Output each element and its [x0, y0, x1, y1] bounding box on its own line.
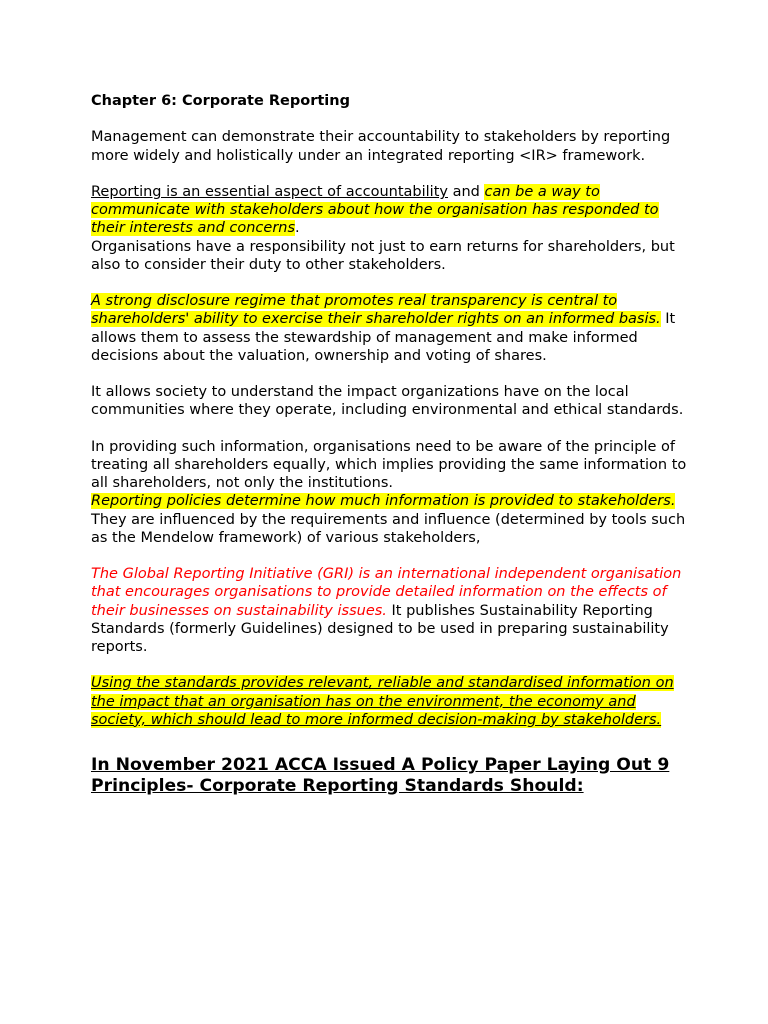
paragraph-ir-framework: Management can demonstrate their accountability to stakeholders by reporting more widely and holistically under an integrated reporting <IR> framework.	[91, 129, 671, 164]
underlined-text: Reporting is an essential aspect of accountability	[91, 183, 448, 200]
highlighted-text: A strong disclosure regime that promotes real transparency is central to shareholders' ability to exercise their shareholder rights on an informed basis.	[91, 293, 661, 328]
highlighted-text: Reporting policies determine how much information is provided to stakeholders.	[91, 493, 676, 510]
period-text: .	[295, 220, 300, 237]
highlighted-underlined-text: Using the standards provides relevant, reliable and standardised information on the impact that an organisation has on the environment, the economy and society, which should lead to more informed decision-making by stakeholders.	[91, 675, 674, 728]
connector-text: and	[447, 183, 485, 200]
red-italic-text: The Global Reporting Initiative (GRI) is an international independent organisation that encourages organisations to provide detailed information on the effects of their businesses on sustainability issues.	[91, 566, 682, 619]
paragraph-accountability	[91, 183, 691, 238]
paragraph-standards	[91, 674, 691, 729]
paragraph-responsibility: Organisations have a responsibility not just to earn returns for shareholders, but also to consider their duty to other stakeholders.	[91, 238, 675, 273]
paragraph-society: It allows society to understand the impact organizations have on the local communities where they operate, including environmental and ethical standards.	[91, 384, 684, 419]
body-text: They are influenced by the requirements and influence (determined by tools such as the Mendelow framework) of various stakeholders,	[91, 511, 686, 546]
body-text: It allows them to assess the stewardship of management and make informed decisions about the valuation, ownership and voting of shares.	[91, 311, 676, 364]
paragraph-equal-treatment: In providing such information, organisations need to be aware of the principle of treating all shareholders equally, which implies providing the same information to all shareholders, not only the institutions.	[91, 438, 687, 492]
chapter-title: Chapter 6: Corporate Reporting	[91, 93, 350, 109]
body-text: It publishes Sustainability Reporting Standards (formerly Guidelines) designed to be used in preparing sustainability reports.	[91, 602, 669, 655]
highlighted-text: can be a way to communicate with stakeholders about how the organisation has responded to their interests and concerns	[91, 183, 659, 237]
paragraph-disclosure	[91, 292, 691, 365]
section-heading: In November 2021 ACCA Issued A Policy Paper Laying Out 9 Principles- Corporate Reporting Standards Should:	[91, 755, 670, 796]
paragraph-gri	[91, 565, 691, 656]
paragraph-reporting-policies	[91, 492, 691, 547]
document-body	[91, 92, 691, 796]
